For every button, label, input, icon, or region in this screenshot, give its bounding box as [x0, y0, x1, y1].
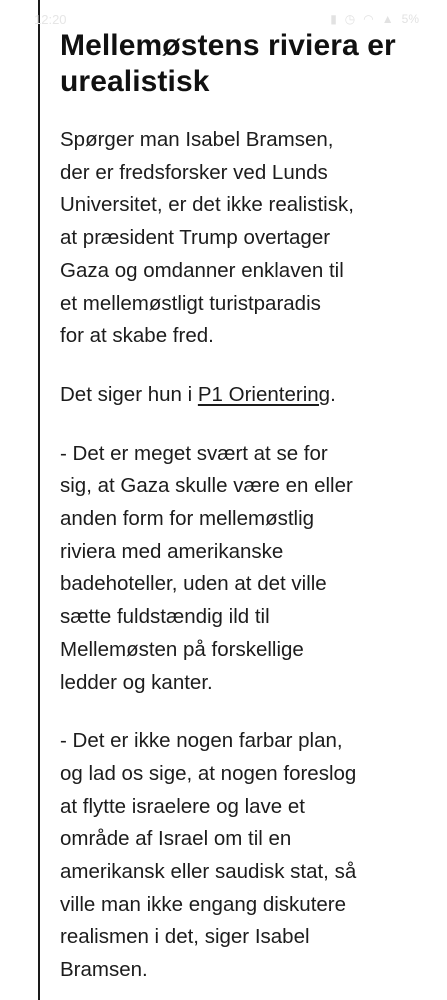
section-heading — [60, 28, 398, 100]
signal-icon: ▲ — [381, 12, 394, 26]
alarm-icon: ◷ — [344, 12, 356, 26]
article-paragraph-2 — [60, 379, 398, 412]
status-icons — [330, 12, 419, 26]
section-heading-line1: Mellemøstens riviera er — [60, 29, 396, 62]
paragraph-2-prefix: Det siger hun i — [60, 382, 198, 406]
wifi-icon: ◠ — [363, 12, 374, 26]
article-paragraph-1: Spørger man Isabel Bramsen, der er fredsforsker ved Lunds Universitet, er det ikke realistisk, at præsident Trump overtager Gaza og omdanner enklaven til et mellemøstligt turistparadis for at skabe fred. — [60, 128, 354, 348]
article-paragraph-4: - Det er ikke nogen farbar plan, og lad os sige, at nogen foreslog at flytte israelere og lave et område af Israel om til en amerikansk eller saudisk stat, så ville man ikke engang diskutere realismen i det, siger Isabel Bramsen. — [60, 729, 357, 982]
section-heading-line2: urealistisk — [60, 65, 210, 98]
article-body — [38, 0, 398, 1000]
paragraph-2-suffix: . — [330, 382, 336, 406]
status-time: 12:20 — [34, 11, 67, 27]
article-paragraph-3: - Det er meget svært at se for sig, at Gaza skulle være en eller anden form for mellemøstlig riviera med amerikanske badehoteller, uden at det ville sætte fuldstændig ild til Mellemøsten på forskellige ledder og kanter. — [60, 441, 353, 694]
status-bar — [0, 0, 447, 38]
p1-orientering-link[interactable]: P1 Orientering — [197, 382, 331, 406]
notification-icon: ▮ — [330, 12, 337, 26]
battery-level: 5% — [401, 12, 419, 26]
